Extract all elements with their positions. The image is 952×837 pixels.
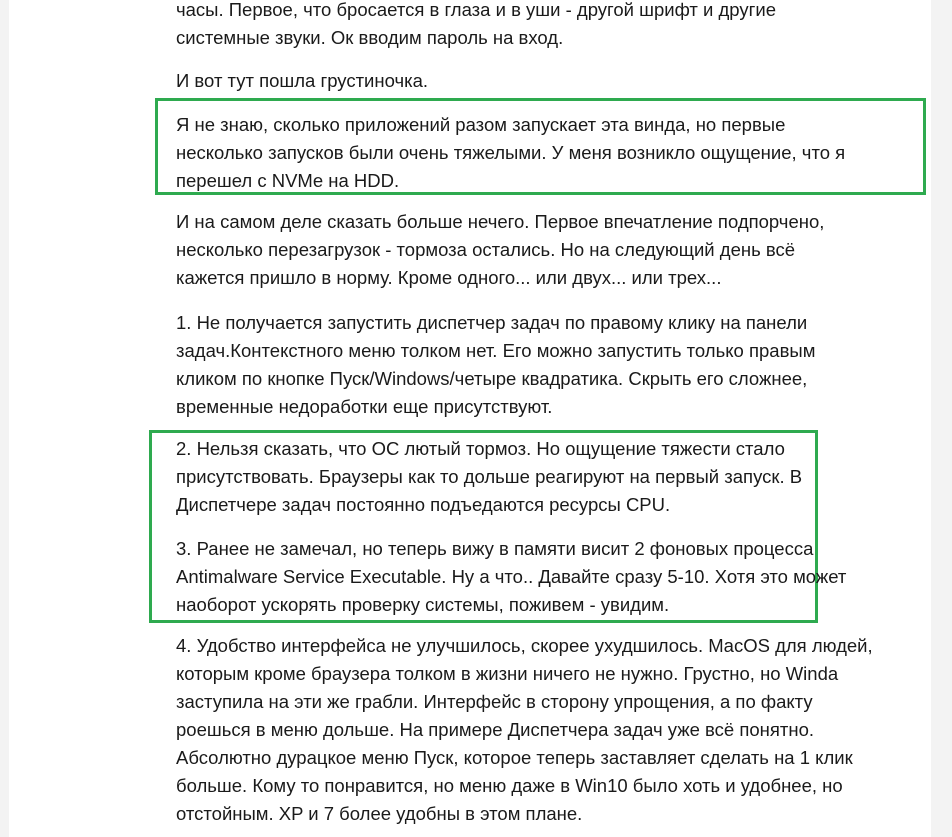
paragraph-first-launch bbox=[176, 111, 845, 195]
paragraph-intro bbox=[176, 0, 776, 52]
text-line: Диспетчере задач постоянно подъедаются ресурсы CPU. bbox=[176, 494, 671, 515]
paragraph-issue-2 bbox=[176, 435, 802, 519]
text-line: наоборот ускорять проверку системы, поживем - увидим. bbox=[176, 594, 670, 615]
text-line: временные недоработки еще присутствуют. bbox=[176, 396, 553, 417]
text-line: системные звуки. Ок вводим пароль на вход. bbox=[176, 27, 564, 48]
paragraph-issue-3 bbox=[176, 535, 846, 619]
text-line: перешел с NVMe на HDD. bbox=[176, 170, 400, 191]
text-line: роешься в меню дольше. На примере Диспетчера задач уже всё понятно. bbox=[176, 719, 815, 740]
left-gutter bbox=[0, 0, 9, 837]
text-line: которым кроме браузера толком в жизни ничего не нужно. Грустно, но Winda bbox=[176, 663, 839, 684]
text-line: 4. Удобство интерфейса не улучшилось, скорее ухудшилось. MacOS для людей, bbox=[176, 635, 873, 656]
text-line: заступила на эти же грабли. Интерфейс в сторону упрощения, а по факту bbox=[176, 691, 813, 712]
text-line: 1. Не получается запустить диспетчер задач по правому клику на панели bbox=[176, 312, 808, 333]
paragraph-issue-4 bbox=[176, 632, 873, 828]
text-line: кажется пришло в норму. Кроме одного... или двух... или трех... bbox=[176, 267, 722, 288]
text-line: 3. Ранее не замечал, но теперь вижу в памяти висит 2 фоновых процесса bbox=[176, 538, 814, 559]
text-line: отстойным. XP и 7 более удобны в этом плане. bbox=[176, 803, 583, 824]
text-line: И вот тут пошла грустиночка. bbox=[176, 70, 429, 91]
text-line: задач.Контекстного меню толком нет. Его можно запустить только правым bbox=[176, 340, 816, 361]
text-line: несколько запусков были очень тяжелыми. У меня возникло ощущение, что я bbox=[176, 142, 846, 163]
text-line: 2. Нельзя сказать, что ОС лютый тормоз. Но ощущение тяжести стало bbox=[176, 438, 785, 459]
paragraph-sad bbox=[176, 67, 428, 95]
text-line: больше. Кому то понравится, но меню даже в Win10 было хоть и удобнее, но bbox=[176, 775, 843, 796]
paragraph-impression bbox=[176, 208, 824, 292]
right-scroll-gutter bbox=[931, 0, 952, 837]
text-line: кликом по кнопке Пуск/Windows/четыре квадратика. Скрыть его сложнее, bbox=[176, 368, 808, 389]
text-line: Antimalware Service Executable. Ну а что.. Давайте сразу 5-10. Хотя это может bbox=[176, 566, 847, 587]
text-line: часы. Первое, что бросается в глаза и в уши - другой шрифт и другие bbox=[176, 0, 776, 20]
text-line: Я не знаю, сколько приложений разом запускает эта винда, но первые bbox=[176, 114, 786, 135]
text-line: несколько перезагрузок - тормоза остались. Но на следующий день всё bbox=[176, 239, 796, 260]
paragraph-issue-1 bbox=[176, 309, 815, 421]
text-line: И на самом деле сказать больше нечего. Первое впечатление подпорчено, bbox=[176, 211, 825, 232]
text-line: присутствовать. Браузеры как то дольше реагируют на первый запуск. В bbox=[176, 466, 803, 487]
text-line: Абсолютно дурацкое меню Пуск, которое теперь заставляет сделать на 1 клик bbox=[176, 747, 853, 768]
